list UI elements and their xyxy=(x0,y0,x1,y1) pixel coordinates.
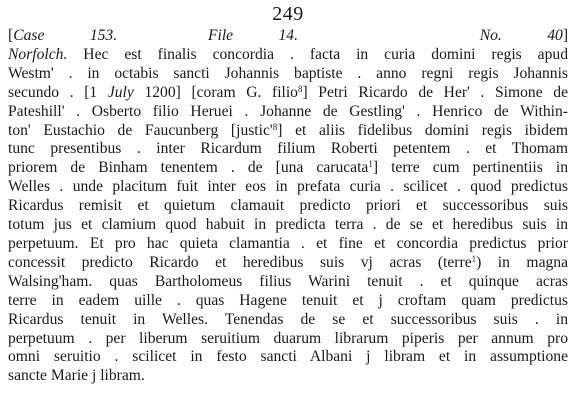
text-line: Norfolch. Hec est finalis concordia . facta in curia domini regis apud xyxy=(8,45,568,63)
text-line: terre in eadem uille . quas Hagene tenuit et j croftam quam predictus xyxy=(8,291,568,309)
text-line: priorem de Binham tenentem . de [una carucata$^1$] terre cum pertinentiis in xyxy=(8,159,568,177)
charter-text xyxy=(8,27,568,386)
page-number: 249 xyxy=(272,3,304,25)
text-line: omni seruitio . scilicet in festo sancti Albani j libram et in assumptione xyxy=(8,348,568,366)
text-line: ton' Eustachio de Faucunberg $[justic'^8]$ et aliis fidelibus domini regis ibidem xyxy=(8,121,568,139)
document-number: No. 40 xyxy=(479,27,563,44)
text-line-case-reference xyxy=(8,27,568,46)
text-line: Westm' . in octabis sancti Johannis baptiste . anno regni regis Johannis xyxy=(8,64,568,82)
text-line: perpetuum . per liberum seruitium duarum librarum piperis per annum pro xyxy=(8,329,568,347)
bracket-open: [ xyxy=(8,27,14,44)
footnote-marker: 1 xyxy=(471,253,477,264)
text-line: totum jus et clamium quod habuit in predicta terra . de se et heredibus suis in xyxy=(8,216,568,234)
text-line: Welles . unde placitum fuit inter eos in prefata curia . scilicet . quod predictus xyxy=(8,178,568,196)
bracket-close: ] xyxy=(562,27,568,44)
case-number: Case 153. xyxy=(13,27,118,44)
file-number: File 14. xyxy=(207,27,298,44)
date-month: July xyxy=(107,83,134,101)
text-line: tunc presentibus . inter Ricardum filium Roberti petentem . et Thomam xyxy=(8,140,568,158)
text-line: Ricardus remisit et quietum clamauit predicto priori et successoribus suis xyxy=(8,197,568,215)
text-line: Walsing'ham. quas Bartholomeus filius Warini tenuit . et quinque acras xyxy=(8,272,568,290)
footnote-marker: 8 xyxy=(297,83,303,94)
footnote-marker: 1 xyxy=(368,159,373,170)
text-line: Pateshill' . Osberto filio Heruei . Johanne de Gestling' . Henrico de Within- xyxy=(8,102,568,120)
text-line: concessit predicto Ricardo et heredibus suis vj acras (terre$^1$) in magna xyxy=(8,253,568,271)
text-line: sancte Marie j libram. xyxy=(8,367,145,385)
text-line: secundo . [1 July 1200] [coram G. filio$^8$] Petri Ricardo de Her' . Simone de xyxy=(8,83,568,101)
text-line: perpetuum. Et pro hac quieta clamantia . et fine et concordia predictus prior xyxy=(8,234,568,252)
text-line: Ricardus tenuit in Welles. Tenendas de se et successoribus suis . in xyxy=(8,310,568,328)
county-name: Norfolch. xyxy=(8,45,68,63)
footnote-marker: 8 xyxy=(272,121,278,132)
